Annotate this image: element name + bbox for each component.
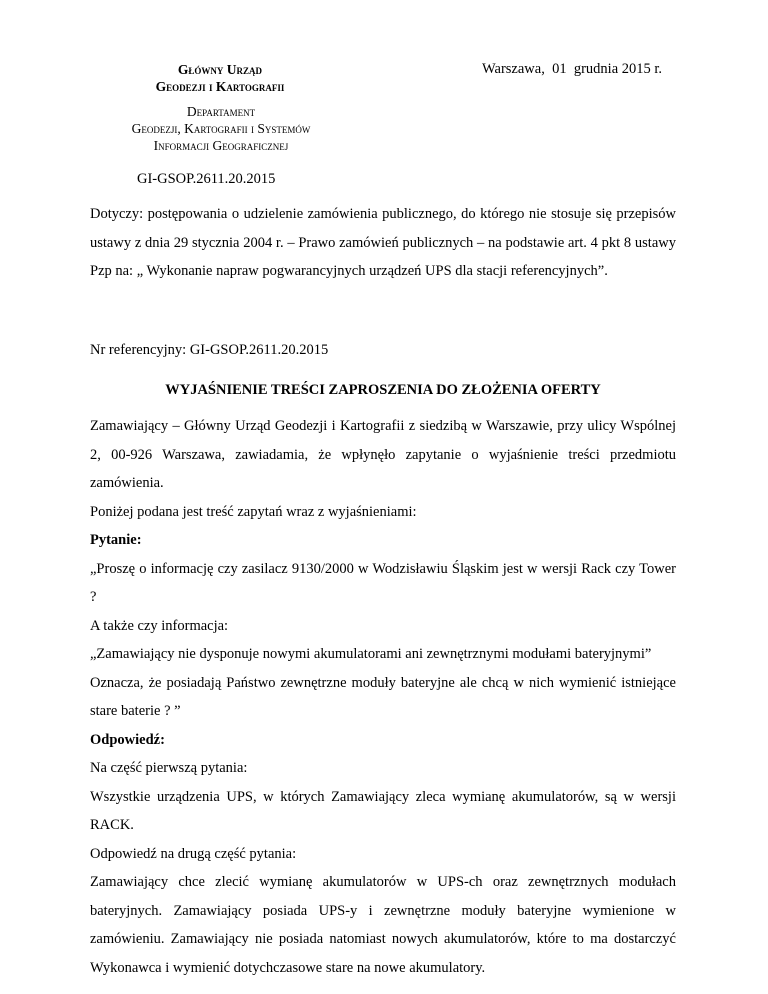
document-title: WYJAŚNIENIE TREŚCI ZAPROSZENIA DO ZŁOŻENIA OFERTY (165, 382, 601, 398)
answer-part-1-heading: Na część pierwszą pytania: (90, 760, 248, 776)
department-line-3: Informacji Geograficznej (153, 138, 289, 153)
issuing-department (90, 103, 352, 154)
question-part-3: Oznacza, że posiadają Państwo zewnętrzne moduły bateryjne ale chcą w nich wymienić istniejące stare baterie ? ” (90, 674, 676, 719)
answer-part-2: Zamawiający chce zlecić wymianę akumulatorów w UPS-ch oraz zewnętrznych modułach bateryjnych. Zamawiający posiada UPS-y i zewnętrzne moduły bateryjne wymienione w zamówieniu. Zamawiający nie posiada natomiast nowych akumulatorów, które to ma dostarczyć Wykonawca i wymienić dotychczasowe stare na nowe akumulatory. (90, 874, 676, 976)
department-line-1: Departament (186, 104, 256, 119)
place-and-date: Warszawa, 01 grudnia 2015 r. (482, 61, 663, 77)
case-signature: GI-GSOP.2611.20.2015 (137, 171, 276, 187)
office-name-line-1: Główny Urząd (177, 62, 263, 77)
question-part-1: „Proszę o informację czy zasilacz 9130/2000 w Wodzisławiu Śląskim jest w wersji Rack czy Tower ? (90, 560, 676, 605)
answer-label: Odpowiedź: (90, 731, 165, 748)
department-line-2: Geodezji, Kartografii i Systemów (131, 121, 311, 136)
answer-part-1: Wszystkie urządzenia UPS, w których Zamawiający zleca wymianę akumulatorów, są w wersji RACK. (90, 788, 676, 833)
document-body (90, 412, 676, 982)
subject-paragraph: Dotyczy: postępowania o udzielenie zamówienia publicznego, do którego nie stosuje się przepisów ustawy z dnia 29 stycznia 2004 r. – Prawo zamówień publicznych – na podstawie art. 4 pkt 8 ustawy Pzp na: „ Wykonanie napraw pogwarancyjnych urządzeń UPS dla stacji referencyjnych”. (90, 206, 676, 279)
intro-paragraph: Zamawiający – Główny Urząd Geodezji i Kartografii z siedzibą w Warszawie, przy ulicy Wspólnej 2, 00-926 Warszawa, zawiadamia, że wpłynęło zapytanie o wyjaśnienie treści przedmiotu zamówienia. (90, 418, 676, 491)
issuing-office (90, 61, 350, 95)
intro-lead-in: Poniżej podana jest treść zapytań wraz z wyjaśnieniami: (90, 503, 417, 520)
reference-number: Nr referencyjny: GI-GSOP.2611.20.2015 (90, 342, 329, 358)
answer-part-2-heading: Odpowiedź na drugą część pytania: (90, 845, 297, 862)
office-name-line-2: Geodezji i Kartografii (155, 79, 285, 94)
question-label: Pytanie: (90, 532, 142, 548)
question-part-2: A także czy informacja: (90, 617, 229, 634)
question-quote: „Zamawiający nie dysponuje nowymi akumulatorami ani zewnętrznymi modułami bateryjnymi” (90, 646, 652, 662)
